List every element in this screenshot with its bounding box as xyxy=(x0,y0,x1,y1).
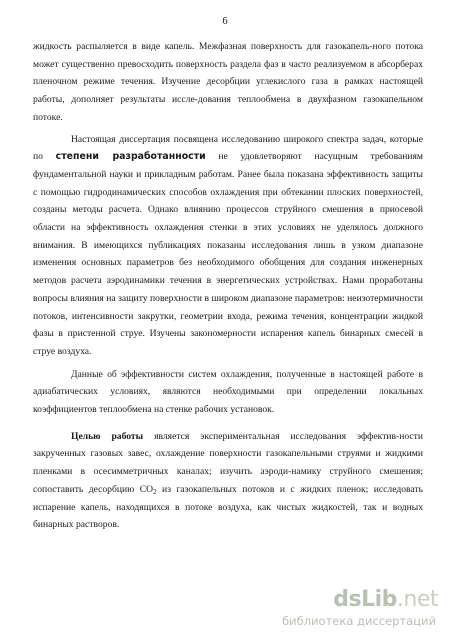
paragraph-text: Настоящая диссертация посвящена исследованию широкого спектра задач, которые по xyxy=(33,133,423,163)
page-number: 6 xyxy=(222,16,228,27)
watermark-tagline: библиотека диссертаций xyxy=(282,614,436,628)
watermark xyxy=(268,587,438,631)
paragraph-development-degree xyxy=(33,131,423,361)
paragraph-text: из газокапельных потоков и с жидких пленок; исследовать испарение капель, находящихся в потоке воздуха, как чистых жидкостей, так и водных бинарных растворов. xyxy=(33,483,423,531)
document-body xyxy=(33,38,423,534)
paragraph-text: не удовлетворяют насущным требованиям фундаментальной науки и прикладным работам. Ранее была показана эффективность защиты с помощью гидродинамических способов охлаждения при обтекании плоских поверхностей, созданы методы расчета. Однако влиянию процессов струйного смешения в приосевой области на эффективность охлаждения стенки в этих условиях не уделялось должного внимания. В имеющихся публикациях показаны исследования лишь в узком диапазоне изменения основных параметров без необходимого обобщения для создания инженерных методов расчета аэродинамики течения в энергетических устройствах. Нами проработаны вопросы влияния на защиту поверхности в широком диапазоне параметров: неизотермичности потоков, интенсивности закрутки, геометрии входа, режима течения, концентрации жидкой фазы в пристенной струе. Изучены закономерности испарения капель бинарных смесей в струе воздуха. xyxy=(33,151,423,357)
degree-of-development-term: степени разработанности xyxy=(55,151,206,163)
goal-term: Целью работы xyxy=(71,430,144,442)
paragraph-intro: жидкость распыляется в виде капель. Межфазная поверхность для газокапель-ного потока может существенно превосходить поверхность раздела фаз в часто реализуемом в абсорберах пленочном режиме течения. Изучение десорбции углекислого газа в рамках настоящей работы, дополняет результаты иссле-дования теплообмена в двухфазном газокапельном потоке. xyxy=(33,41,423,123)
paragraph-cooling-data: Данные об эффективности систем охлаждения, полученные в настоящей работе в адиабатических условиях, являются необходимыми при определении локальных коэффициентов теплообмена на стенке рабочих установок. xyxy=(33,368,423,416)
paragraph-text: является экспериментальная исследования эффектив-ности закрученных газовых завес, охлаждение поверхности газокапельными струями и жидкими пленками в осесимметричных каналах; изучить аэроди-намику струйного смешения; сопоставить десорбцию CO xyxy=(33,430,423,495)
watermark-logo: dsLib.net xyxy=(333,587,438,612)
subscript: 2 xyxy=(153,487,157,496)
paragraph-goal xyxy=(33,428,423,534)
